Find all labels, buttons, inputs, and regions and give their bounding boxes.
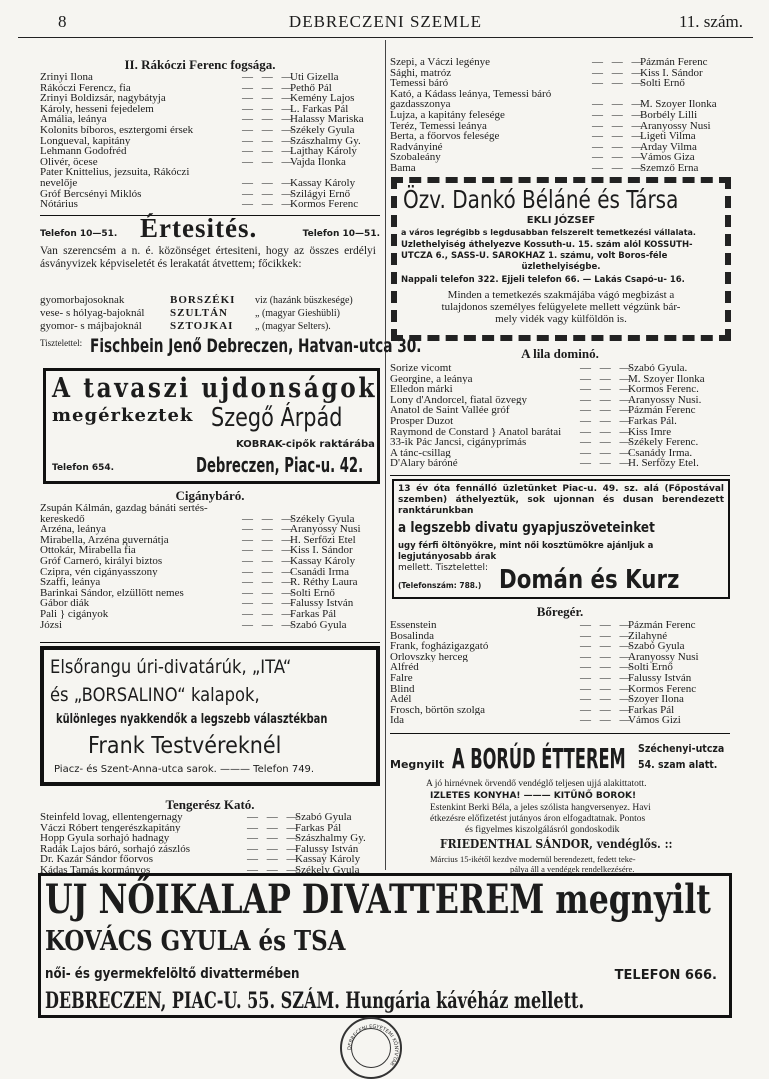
cast-role: Lony d'Andorcel, fiatal özvegy xyxy=(390,394,527,406)
cast-role: Ottokár, Mirabella fia xyxy=(40,545,136,556)
cast-role: Szaffi, leánya xyxy=(40,577,101,588)
cast-role: Zsupán Kálmán, gazdag bánáti sertés- xyxy=(40,503,208,514)
borud-addr2: 54. szam alatt. xyxy=(638,758,718,771)
cast-role: Berta, a főorvos felesége xyxy=(390,131,500,142)
leader-dashes: — — — xyxy=(592,119,646,132)
cast-actor: Zilahyné xyxy=(628,629,668,642)
cast-actor: Aranyossy Nusi xyxy=(628,650,699,663)
kovacs-line2: KOVÁCS GYULA és TSA xyxy=(45,926,346,957)
leader-dashes: — — — xyxy=(580,693,634,706)
leader-dashes: — — — xyxy=(592,161,646,174)
cast-actor: Székely Gyula xyxy=(295,863,360,876)
leader-dashes: — — — xyxy=(242,597,296,610)
ertesites-ad xyxy=(40,213,422,365)
cast-role: Nótárius xyxy=(40,199,78,210)
leader-dashes: — — — xyxy=(247,821,301,834)
cast-role: Amália, leánya xyxy=(40,114,107,125)
ertesites-tisztelettel: Tisztelettel: xyxy=(40,338,83,348)
cast-role: nevelője xyxy=(40,177,78,189)
cast-actor: Szászhalmy Gy. xyxy=(295,832,366,845)
cast-actor: Pázmán Ferenc xyxy=(628,619,696,631)
cast-actor: Szilágyi Ernő xyxy=(290,187,351,200)
danko-manager: EKLI JÓZSEF xyxy=(526,215,596,226)
page-header xyxy=(18,6,753,38)
cast-role: kereskedő xyxy=(40,513,85,525)
ita-line1: Elsőrangu úri-divatárúk, „ITA“ xyxy=(50,656,292,678)
leader-dashes: — — — xyxy=(580,404,634,417)
tavaszi-ad xyxy=(43,368,380,484)
cast-actor: Székely Gyula xyxy=(290,123,355,136)
cast-row xyxy=(390,163,730,174)
cast-row xyxy=(40,556,380,567)
cast-role: Longueval, kapitány xyxy=(40,135,131,147)
cast-role: Károly, hesseni fejedelem xyxy=(40,103,154,115)
leader-dashes: — — — xyxy=(242,123,296,136)
leader-dashes: — — — xyxy=(242,618,296,631)
leader-dashes: — — — xyxy=(580,393,634,406)
cast-row xyxy=(40,620,380,631)
leader-dashes: — — — xyxy=(247,863,301,876)
danko-line4: üzlethelyiségbe. xyxy=(521,262,601,272)
cast-role: Bosalinda xyxy=(390,630,434,642)
leader-dashes: — — — xyxy=(592,98,646,111)
tavaszi-name: Szegő Árpád xyxy=(211,403,343,433)
leader-dashes: — — — xyxy=(592,66,646,79)
cast-role: Frosch, börtön szolga xyxy=(390,704,486,716)
borud-addr1: Széchenyi-utcza xyxy=(638,742,725,755)
leader-dashes: — — — xyxy=(242,607,296,620)
borud-name: A BORÚD ÉTTEREM xyxy=(452,742,626,775)
cast-actor: Kormos Ferenc xyxy=(290,198,359,211)
doman-line3: mellett. Tisztelettel: xyxy=(398,563,488,573)
item-name: SZTOJKAI xyxy=(170,320,234,332)
borud-owner: FRIEDENTHAL SÁNDOR, vendéglős. :: xyxy=(440,837,673,851)
cast-actor: Kassay Károly xyxy=(290,554,356,567)
leader-dashes: — — — xyxy=(242,113,296,126)
danko-line7: tulajdonos személyes felügyelete mellett végzünk bár- xyxy=(441,301,681,313)
cast-actor: L. Farkas Pál xyxy=(290,102,349,115)
doman-line1: 13 év óta fennálló üzletünket Piac-u. 49. sz. alá (Főpostával szemben) áthelyeztük, sok ujonnan és dusan berendezett ranktárunkban xyxy=(398,484,724,516)
cast-role: Lehmann Godofréd xyxy=(40,146,127,157)
leader-dashes: — — — xyxy=(580,703,634,716)
cast-actor: Farkas Pál xyxy=(290,607,337,620)
cast-actor: Vámos Giza xyxy=(640,151,695,164)
ita-ad xyxy=(40,646,380,786)
cast-role: Zrinyi Ilona xyxy=(40,72,93,83)
cast-actor: Szabó Gyula xyxy=(295,811,352,823)
leader-dashes: — — — xyxy=(242,155,296,168)
cast-role: Zrinyi Boldizsár, nagybátyja xyxy=(40,93,166,104)
journal-title: DEBRECZENI SZEMLE xyxy=(288,12,483,31)
cast-actor: Aranyossy Nusi xyxy=(290,523,361,536)
leader-dashes: — — — xyxy=(247,853,301,866)
cast-actor: Solti Ernő xyxy=(628,661,673,674)
cast-actor: Borbély Lilli xyxy=(640,108,698,121)
mineral-water-item xyxy=(40,307,380,320)
leader-dashes: — — — xyxy=(242,145,296,158)
item-use: gyomorbajosoknak xyxy=(40,294,125,306)
cast-role: Falre xyxy=(390,672,413,684)
kovacs-line1: UJ NŐIKALAP DIVATTEREM megnyilt xyxy=(45,876,711,923)
cast-row xyxy=(390,110,730,121)
tavaszi-headline: A tavaszi ujdonságok xyxy=(52,373,377,404)
doman-line2: ugy férfi öltönyökre, mint női kosztümökre ajánljuk a legjutányosabb árak xyxy=(398,541,654,562)
cast-role: Arzéna, leánya xyxy=(40,524,106,535)
cast-actor: Szoyer Ilona xyxy=(628,693,684,706)
cast-actor: Szászhalmy Gy. xyxy=(290,134,361,147)
danko-line6: Minden a temetkezés szakmájába vágó megbizást a xyxy=(447,289,675,301)
cast-role: Lujza, a kapitány felesége xyxy=(390,109,505,121)
tengeresz-cast-continued xyxy=(390,57,730,174)
borud-line6: Március 15-ikétől kezdve modernül berendezett, fedett teke- xyxy=(430,854,636,864)
cast-role: Elledon márki xyxy=(390,384,453,395)
item-name: BORSZÉKI xyxy=(170,294,236,306)
cast-role: Váczi Róbert tengerészkapitány xyxy=(40,822,181,834)
cast-role: Czipra, vén cigányasszony xyxy=(40,566,158,578)
ita-line4: Frank Testvéreknél xyxy=(88,733,282,759)
cast-role: Szepi, a Váczi legénye xyxy=(390,57,490,68)
doman-telefon: (Telefonszám: 788.) xyxy=(398,581,482,590)
cast-actor: H. Serfőzy Etel. xyxy=(628,457,699,470)
borud-line7: pálya áll a vendégek rendelkezésére. xyxy=(510,864,635,874)
cast-actor: Farkas Pál xyxy=(628,703,675,716)
cast-actor: Csanády Irma. xyxy=(628,446,693,459)
cast-role: Gábor diák xyxy=(40,598,90,609)
leader-dashes: — — — xyxy=(592,140,646,153)
cast-role: Gróf Bercsényi Miklós xyxy=(40,188,142,200)
cast-actor: Vámos Gizi xyxy=(628,714,681,727)
danko-ad xyxy=(391,177,731,341)
cast-actor: Arday Vilma xyxy=(640,140,697,153)
danko-line8: mely vidék vagy külföldön is. xyxy=(495,313,627,325)
leader-dashes: — — — xyxy=(247,832,301,845)
leader-dashes: — — — xyxy=(592,151,646,164)
leader-dashes: — — — xyxy=(247,811,301,823)
ita-line2: és „BORSALINO“ kalapok, xyxy=(50,684,260,706)
cast-actor: Kiss Imre xyxy=(628,425,672,438)
cast-role: Józsi xyxy=(40,619,62,631)
ertesites-body: Van szerencsém a n. é. közönséget értesiteni, hogy az összes erdélyi ásványvizek képviseletét és lerakatát átvettem; főcikkek: xyxy=(40,245,376,270)
tengeresz-title: Tengerész Kató. xyxy=(165,797,255,812)
cast-role: Raymond de Constard } Anatol barátai xyxy=(390,426,562,438)
tavaszi-telefon: Telefon 654. xyxy=(52,463,115,473)
cast-actor: Pethő Pál xyxy=(290,81,332,94)
cast-actor: Székely Gyula xyxy=(290,512,355,525)
doman-ad xyxy=(392,479,730,599)
cast-row xyxy=(390,405,730,416)
leader-dashes: — — — xyxy=(242,523,296,536)
cast-row xyxy=(390,694,730,705)
cast-role: Steinfeld lovag, ellentengernagy xyxy=(40,812,183,823)
cast-row xyxy=(390,673,730,684)
mineral-water-item xyxy=(40,294,380,307)
leader-dashes: — — — xyxy=(580,682,634,695)
lila-title: A lila dominó. xyxy=(521,346,599,361)
cast-row xyxy=(40,157,380,168)
leader-dashes: — — — xyxy=(592,130,646,143)
danko-line5: Nappali telefon 322. Éjjeli telefon 66. — Lakás Csapó-u- 16. xyxy=(401,275,685,285)
ita-line3: különleges nyakkendők a legszebb választékban xyxy=(56,712,328,727)
cast-role: Radák Lajos báró, sorhajó zászlós xyxy=(40,843,190,855)
ertesites-signature: Fischbein Jenő Debreczen, Hatvan-utca 30. xyxy=(90,335,422,357)
cast-row xyxy=(40,609,380,620)
cast-role: Adél xyxy=(390,694,412,705)
divider xyxy=(390,475,730,476)
cast-actor: Kiss I. Sándor xyxy=(640,66,703,79)
cast-actor: Kiss I. Sándor xyxy=(290,544,353,557)
cast-role: Sághi, matróz xyxy=(390,67,452,79)
danko-line1: a város legrégibb s legdusabban felszerelt temetkezési vállalata. xyxy=(401,228,696,237)
cast-role: Essenstein xyxy=(390,620,437,631)
leader-dashes: — — — xyxy=(592,77,646,90)
cast-actor: Uti Gizella xyxy=(290,71,339,83)
cast-actor: M. Szoyer Ilonka xyxy=(628,372,705,385)
cast-role: Kató, a Kádass leánya, Temessi báró xyxy=(390,88,552,100)
borud-line2: IZLETES KONYHA! ——— KITŰNŐ BOROK! xyxy=(430,791,637,801)
cast-role: Frank, fogházigazgató xyxy=(390,641,489,652)
tavaszi-city: Debreczen, Piac-u. 42. xyxy=(196,453,364,477)
divider xyxy=(40,642,380,643)
cast-actor: Lajthay Károly xyxy=(290,145,357,158)
cast-role: Dr. Kazár Sándor főorvos xyxy=(40,854,154,865)
ita-line5: Piacz- és Szent-Anna-utca sarok. ——— Telefon 749. xyxy=(54,764,315,775)
cast-role: Pali } cigányok xyxy=(40,608,109,620)
cast-role: Rákóczi Ferencz, fia xyxy=(40,82,131,94)
cast-role: Barinkai Sándor, elzüllött nemes xyxy=(40,587,184,599)
divider xyxy=(390,733,730,734)
cast-row xyxy=(390,78,730,89)
leader-dashes: — — — xyxy=(242,71,296,83)
leader-dashes: — — — xyxy=(242,533,296,546)
borud-line4: étkezésre előfizetést jutányos áron elfogadtatnak. Pontos xyxy=(430,814,646,824)
cast-actor: Szabó Gyula. xyxy=(628,362,688,374)
svg-text:DEBRECENI EGYETEMI KÖNYVTÁR: DEBRECENI EGYETEMI KÖNYVTÁR xyxy=(346,1023,400,1067)
item-note: viz (hazánk büszkesége) xyxy=(255,295,353,306)
borud-line3: Estenkint Berki Béla, a jeles szólista hangversenyez. Havi xyxy=(430,803,651,813)
item-use: gyomor- s májbajoknál xyxy=(40,320,142,332)
cast-actor: Falussy István xyxy=(295,842,359,855)
cast-actor: M. Szoyer Ilonka xyxy=(640,98,717,111)
cast-actor: Kemény Lajos xyxy=(290,92,355,105)
cast-actor: Szabó Gyula xyxy=(290,618,347,631)
cast-role: Georgine, a leánya xyxy=(390,373,473,385)
cast-actor: Székely Ferenc. xyxy=(628,436,699,449)
cast-role: Gróf Carneró, királyi biztos xyxy=(40,555,163,567)
borud-megnyilt: Megnyilt xyxy=(390,758,445,771)
cast-row xyxy=(390,57,730,68)
stamp-seal-icon xyxy=(342,1019,404,1079)
cast-actor: Falussy István xyxy=(290,597,354,610)
cast-actor: H. Serfőzi Etel xyxy=(290,533,356,546)
cast-row xyxy=(390,363,730,374)
cast-actor: Kassay Károly xyxy=(295,853,361,866)
leader-dashes: — — — xyxy=(580,362,634,374)
leader-dashes: — — — xyxy=(247,842,301,855)
cast-actor: R. Réthy Laura xyxy=(290,576,358,589)
leader-dashes: — — — xyxy=(580,372,634,385)
leader-dashes: — — — xyxy=(242,512,296,525)
leader-dashes: — — — xyxy=(580,457,634,470)
cast-actor: Szabó Gyula xyxy=(628,640,685,653)
cast-actor: Pázmán Ferenc xyxy=(628,404,696,417)
boreger-title: Bőregér. xyxy=(536,604,584,619)
ciganybaro-title: Cigánybáró. xyxy=(175,488,245,503)
leader-dashes: — — — xyxy=(242,81,296,94)
cast-actor: Aranyossy Nusi xyxy=(640,119,711,132)
library-stamp xyxy=(340,1017,402,1079)
borud-ad xyxy=(390,736,732,874)
cast-role: Hopp Gyula sorhajó hadnagy xyxy=(40,833,170,844)
cast-role: Blind xyxy=(390,683,415,695)
cast-actor: Halassy Mariska xyxy=(290,113,364,126)
cast-role: Anatol de Saint Vallée gróf xyxy=(390,405,510,416)
rakoczi-title: II. Rákóczi Ferenc fogsága. xyxy=(124,57,276,72)
leader-dashes: — — — xyxy=(242,176,296,189)
leader-dashes: — — — xyxy=(242,198,296,211)
item-note: „ (magyar Gieshübli) xyxy=(255,308,340,319)
ertesites-title: Értesités. xyxy=(140,213,258,243)
kovacs-telefon: TELEFON 666. xyxy=(614,968,717,983)
leader-dashes: — — — xyxy=(580,661,634,674)
cast-role: Teréz, Temessi leánya xyxy=(390,120,487,132)
tengeresz-cast-list xyxy=(40,812,380,876)
leader-dashes: — — — xyxy=(580,425,634,438)
borud-line1: A jó hirnévnek örvendő vendéglő teljesen ujjá alakittatott. xyxy=(426,779,647,789)
leader-dashes: — — — xyxy=(242,586,296,599)
cast-actor: Ligeti Vilma xyxy=(640,130,696,143)
cast-actor: Csanádi Irma xyxy=(290,565,349,578)
leader-dashes: — — — xyxy=(580,383,634,396)
cast-role: Szobaleány xyxy=(390,152,441,163)
rakoczi-cast-list xyxy=(40,72,380,210)
kovacs-line4: DEBRECZEN, PIAC-U. 55. SZÁM. Hungária kávéház mellett. xyxy=(45,988,585,1014)
leader-dashes: — — — xyxy=(242,544,296,557)
cast-role: Alfréd xyxy=(390,662,419,673)
danko-line3: UTCZA 6., SASS-U. SAROKHÁZ 1. számu, volt Boros-féle xyxy=(401,251,668,261)
cast-actor: Kormos Ferenc. xyxy=(628,383,699,396)
cast-actor: Falussy István xyxy=(628,671,692,684)
cast-row xyxy=(390,458,730,469)
cast-role: Kolonits bíboros, esztergomi érsek xyxy=(40,124,194,136)
cast-actor: Szemző Erna xyxy=(640,161,699,174)
cast-role: Ida xyxy=(390,715,405,726)
ciganybaro-cast-list xyxy=(40,503,380,630)
kovacs-line3: női- és gyermekfelöltő divattermében xyxy=(45,966,300,982)
cast-role: Pater Knittelius, jezsuita, Rákóczi xyxy=(40,167,190,178)
column-divider xyxy=(385,40,386,870)
kovacs-ad xyxy=(38,873,732,1018)
cast-role: Orlovszky herceg xyxy=(390,651,468,663)
cast-row xyxy=(40,178,380,189)
leader-dashes: — — — xyxy=(242,92,296,105)
tavaszi-subheadline: megérkeztek xyxy=(52,405,194,426)
cast-role: A tánc-csillag xyxy=(390,447,451,459)
leader-dashes: — — — xyxy=(242,134,296,147)
cast-role: Kádas Tamás kormányos xyxy=(40,864,151,876)
mineral-water-item xyxy=(40,320,380,333)
cast-row xyxy=(40,503,380,514)
leader-dashes: — — — xyxy=(580,436,634,449)
cast-row xyxy=(40,125,380,136)
cast-role: Radványiné xyxy=(390,141,443,153)
lila-cast-list xyxy=(390,363,730,469)
danko-title: Özv. Dankó Béláné és Társa xyxy=(403,185,679,214)
cast-role: Temessi báró xyxy=(390,78,449,89)
leader-dashes: — — — xyxy=(580,640,634,653)
cast-actor: Vajda Ilonka xyxy=(290,155,346,168)
cast-row xyxy=(40,812,380,823)
leader-dashes: — — — xyxy=(580,619,634,631)
leader-dashes: — — — xyxy=(242,565,296,578)
leader-dashes: — — — xyxy=(580,446,634,459)
page-number: 8 xyxy=(58,12,67,31)
danko-line2: Üzlethelyiség áthelyezve Kossuth-u. 15. szám alól KOSSUTH- xyxy=(401,240,693,250)
leader-dashes: — — — xyxy=(580,414,634,427)
leader-dashes: — — — xyxy=(592,56,646,68)
cast-actor: Kormos Ferenc xyxy=(628,682,697,695)
boreger-cast-list xyxy=(390,620,730,726)
borud-line5: és figyelmes kiszolgálásról gondoskodik xyxy=(465,825,620,835)
cast-row xyxy=(390,416,730,427)
doman-headline: a legszebb divatu gyapjuszöveteinket xyxy=(398,520,655,536)
cast-role: Mirabella, Arzéna guvernátja xyxy=(40,534,169,546)
item-note: „ (magyar Selters). xyxy=(255,321,331,332)
cast-actor: Solti Ernő xyxy=(640,77,685,90)
item-use: vese- s hólyag-bajoknál xyxy=(40,307,145,319)
cast-role: Olivér, öcese xyxy=(40,156,98,168)
cast-role: 33-ik Pác Jancsi, cigányprímás xyxy=(390,437,527,448)
tavaszi-sub: KOBRAK-cipők raktárába xyxy=(236,439,375,450)
doman-firm: Domán és Kurz xyxy=(499,565,680,595)
cast-actor: Kassay Károly xyxy=(290,176,356,189)
leader-dashes: — — — xyxy=(242,576,296,589)
ertesites-items xyxy=(40,294,380,333)
cast-row xyxy=(40,199,380,210)
cast-role: Bama xyxy=(390,162,416,174)
cast-row xyxy=(390,652,730,663)
cast-role: gazdasszonya xyxy=(390,99,451,110)
ertesites-tel-left: Telefon 10—51. xyxy=(40,229,118,239)
cast-actor: Farkas Pál. xyxy=(628,414,677,427)
cast-role: D'Alary báróné xyxy=(390,458,458,469)
ertesites-tel-right: Telefon 10—51. xyxy=(302,229,380,239)
cast-row xyxy=(40,72,380,83)
cast-actor: Aranyossy Nusi. xyxy=(628,393,702,406)
item-name: SZULTÁN xyxy=(170,307,228,319)
cast-actor: Pázmán Ferenc xyxy=(640,56,708,68)
cast-row xyxy=(390,715,730,726)
leader-dashes: — — — xyxy=(580,671,634,684)
cast-role: Prosper Duzot xyxy=(390,415,454,427)
leader-dashes: — — — xyxy=(580,629,634,642)
leader-dashes: — — — xyxy=(592,108,646,121)
cast-actor: Farkas Pál xyxy=(295,821,342,834)
leader-dashes: — — — xyxy=(242,102,296,115)
cast-actor: Solti Ernő xyxy=(290,586,335,599)
leader-dashes: — — — xyxy=(242,187,296,200)
issue-number: 11. szám. xyxy=(678,12,743,31)
leader-dashes: — — — xyxy=(242,554,296,567)
leader-dashes: — — — xyxy=(580,714,634,727)
leader-dashes: — — — xyxy=(580,650,634,663)
cast-role: Sorize vicomt xyxy=(390,363,452,374)
cast-row xyxy=(390,620,730,631)
